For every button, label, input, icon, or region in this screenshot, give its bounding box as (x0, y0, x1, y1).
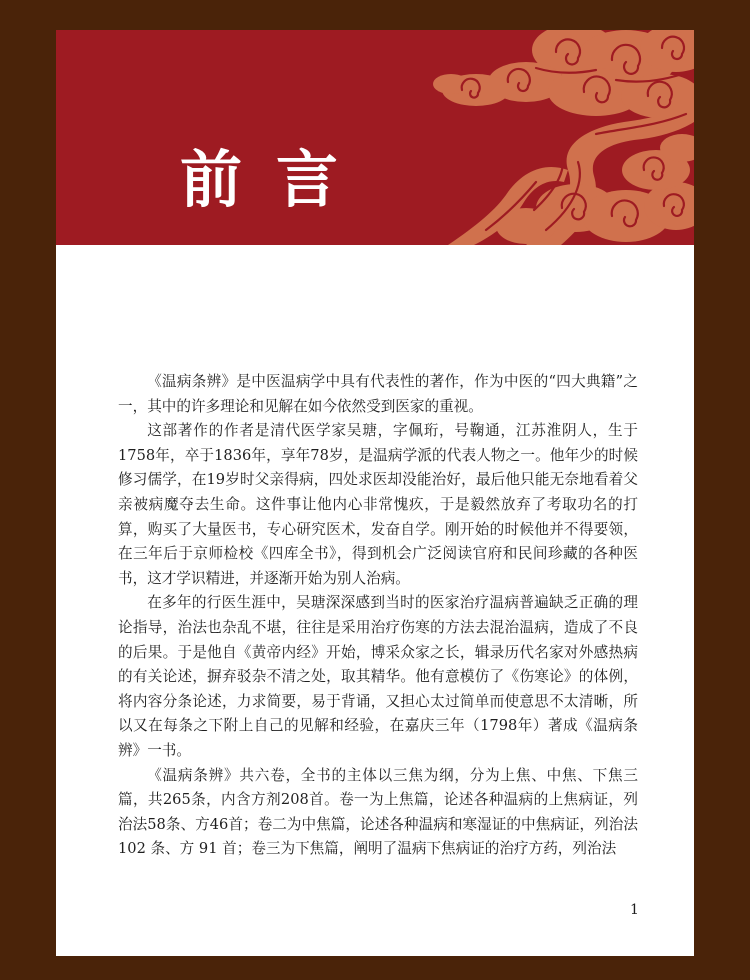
header-banner (56, 30, 694, 245)
paragraph: 《温病条辨》是中医温病学中具有代表性的著作，作为中医的“四大典籍”之一，其中的许多理论和见解在如今依然受到医家的重视。 (118, 373, 638, 415)
auspicious-cloud-icon (56, 30, 694, 245)
paragraph: 这部著作的作者是清代医学家吴瑭，字佩珩，号鞠通，江苏淮阴人，生于1758年，卒于1836年，享年78岁，是温病学派的代表人物之一。他年少的时候修习儒学，在19岁时父亲得病，四处求医却没能治好，最后他只能无奈地看着父亲被病魔夺去生命。这件事让他内心非常愧疚，于是毅然放弃了考取功名的打算，购买了大量医书，专心研究医术，发奋自学。刚开始的时候他并不得要领，在三年后于京师检校《四库全书》，得到机会广泛阅读官府和民间珍藏的各种医书，这才学识精进，并逐渐开始为别人治病。 (118, 422, 638, 587)
page-number: 1 (630, 902, 639, 918)
book-page (56, 30, 694, 956)
preface-body (118, 370, 638, 862)
paragraph: 《温病条辨》共六卷，全书的主体以三焦为纲，分为上焦、中焦、下焦三篇，共265条，内含方剂208首。卷一为上焦篇，论述各种温病的上焦病证，列治法58条、方46首；卷二为中焦篇，论述各种温病和寒湿证的中焦病证，列治法 102 条、方 91 首；卷三为下焦篇，阐明了温病下焦病证的治疗方药，列治法 (118, 766, 638, 858)
paragraph: 在多年的行医生涯中，吴瑭深深感到当时的医家治疗温病普遍缺乏正确的理论指导，治法也杂乱不堪，往往是采用治疗伤寒的方法去混治温病，造成了不良的后果。于是他自《黄帝内经》开始，博采众家之长，辑录历代名家对外感热病的有关论述，摒弃驳杂不清之处，取其精华。他有意模仿了《伤寒论》的体例，将内容分条论述，力求简要，易于背诵，又担心太过简单而使意思不太清晰，所以又在每条之下附上自己的见解和经验，在嘉庆三年（1798年）著成《温病条辨》一书。 (118, 594, 638, 759)
page-title: 前言 (180, 143, 373, 216)
